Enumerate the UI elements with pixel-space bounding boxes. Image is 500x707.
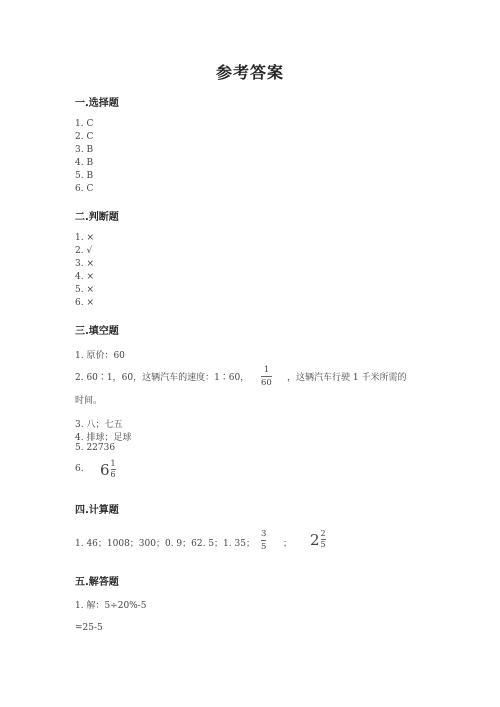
- judgement-answer-3: 3. ×: [75, 259, 94, 269]
- solution-answer-1: 1. 解：5÷20%-5: [75, 601, 147, 611]
- section-heading-fill-blank: 三.填空题: [75, 326, 119, 337]
- judgement-answer-4: 4. ×: [75, 272, 94, 282]
- mixed-number-2-2-5: [310, 530, 326, 549]
- section-heading-choice: 一.选择题: [75, 98, 119, 109]
- fraction-bar: [261, 376, 272, 377]
- choice-answer-1: 1. C: [75, 119, 94, 129]
- fraction-denominator: 5: [261, 542, 267, 552]
- mixed-fraction: [321, 530, 326, 549]
- choice-answer-5: 5. B: [75, 171, 94, 181]
- fraction-3-over-5: [261, 529, 266, 552]
- fill-answer-5: 5. 22736: [75, 443, 116, 453]
- fill-answer-2-part-b: ，这辆汽车行驶 1 千米所需的: [287, 373, 407, 383]
- judgement-answer-5: 5. ×: [75, 285, 94, 295]
- fill-answer-2-part-c: 时间。: [75, 396, 103, 406]
- fraction-denominator: 6: [110, 470, 116, 479]
- judgement-answer-2: 2. √: [75, 246, 93, 256]
- solution-answer-1-step-2: =25-5: [75, 623, 103, 633]
- judgement-answer-6: 6. ×: [75, 298, 94, 308]
- fraction-numerator: 1: [110, 459, 116, 468]
- section-heading-judgement: 二.判断题: [75, 212, 119, 223]
- calc-separator: ；: [283, 539, 293, 549]
- fill-answer-2-part-a: 2. 60∶1，60，这辆汽车的速度：1∶60，: [75, 373, 250, 383]
- calc-answer-1: 1. 46；1008；300；0. 9；62. 5；1. 35；: [75, 539, 255, 549]
- fraction-denominator: 5: [320, 540, 326, 549]
- fill-answer-3: 3. 八；七五: [75, 420, 123, 430]
- choice-answer-4: 4. B: [75, 158, 94, 168]
- fill-answer-6-label: 6.: [75, 464, 84, 474]
- fraction-numerator: 2: [320, 529, 326, 538]
- fraction-1-over-60: [261, 365, 272, 388]
- choice-answer-2: 2. C: [75, 132, 94, 142]
- section-heading-calculation: 四.计算题: [75, 505, 119, 516]
- judgement-answer-1: 1. ×: [75, 233, 94, 243]
- choice-answer-6: 6. C: [75, 184, 94, 194]
- mixed-fraction: [111, 460, 116, 479]
- choice-answer-3: 3. B: [75, 145, 94, 155]
- fraction-bar: [261, 540, 266, 541]
- page-title: 参考答案: [215, 63, 284, 82]
- fraction-numerator: 1: [263, 365, 270, 375]
- mixed-whole: 6: [100, 460, 110, 479]
- fraction-numerator: 3: [261, 529, 267, 539]
- fill-answer-1: 1. 原价：60: [75, 351, 125, 361]
- fraction-denominator: 60: [261, 378, 272, 388]
- mixed-number-6-1-6: [100, 460, 116, 479]
- section-heading-word-problems: 五.解答题: [75, 577, 119, 588]
- fill-answer-4: 4. 排球；足球: [75, 433, 132, 443]
- mixed-whole: 2: [310, 530, 320, 549]
